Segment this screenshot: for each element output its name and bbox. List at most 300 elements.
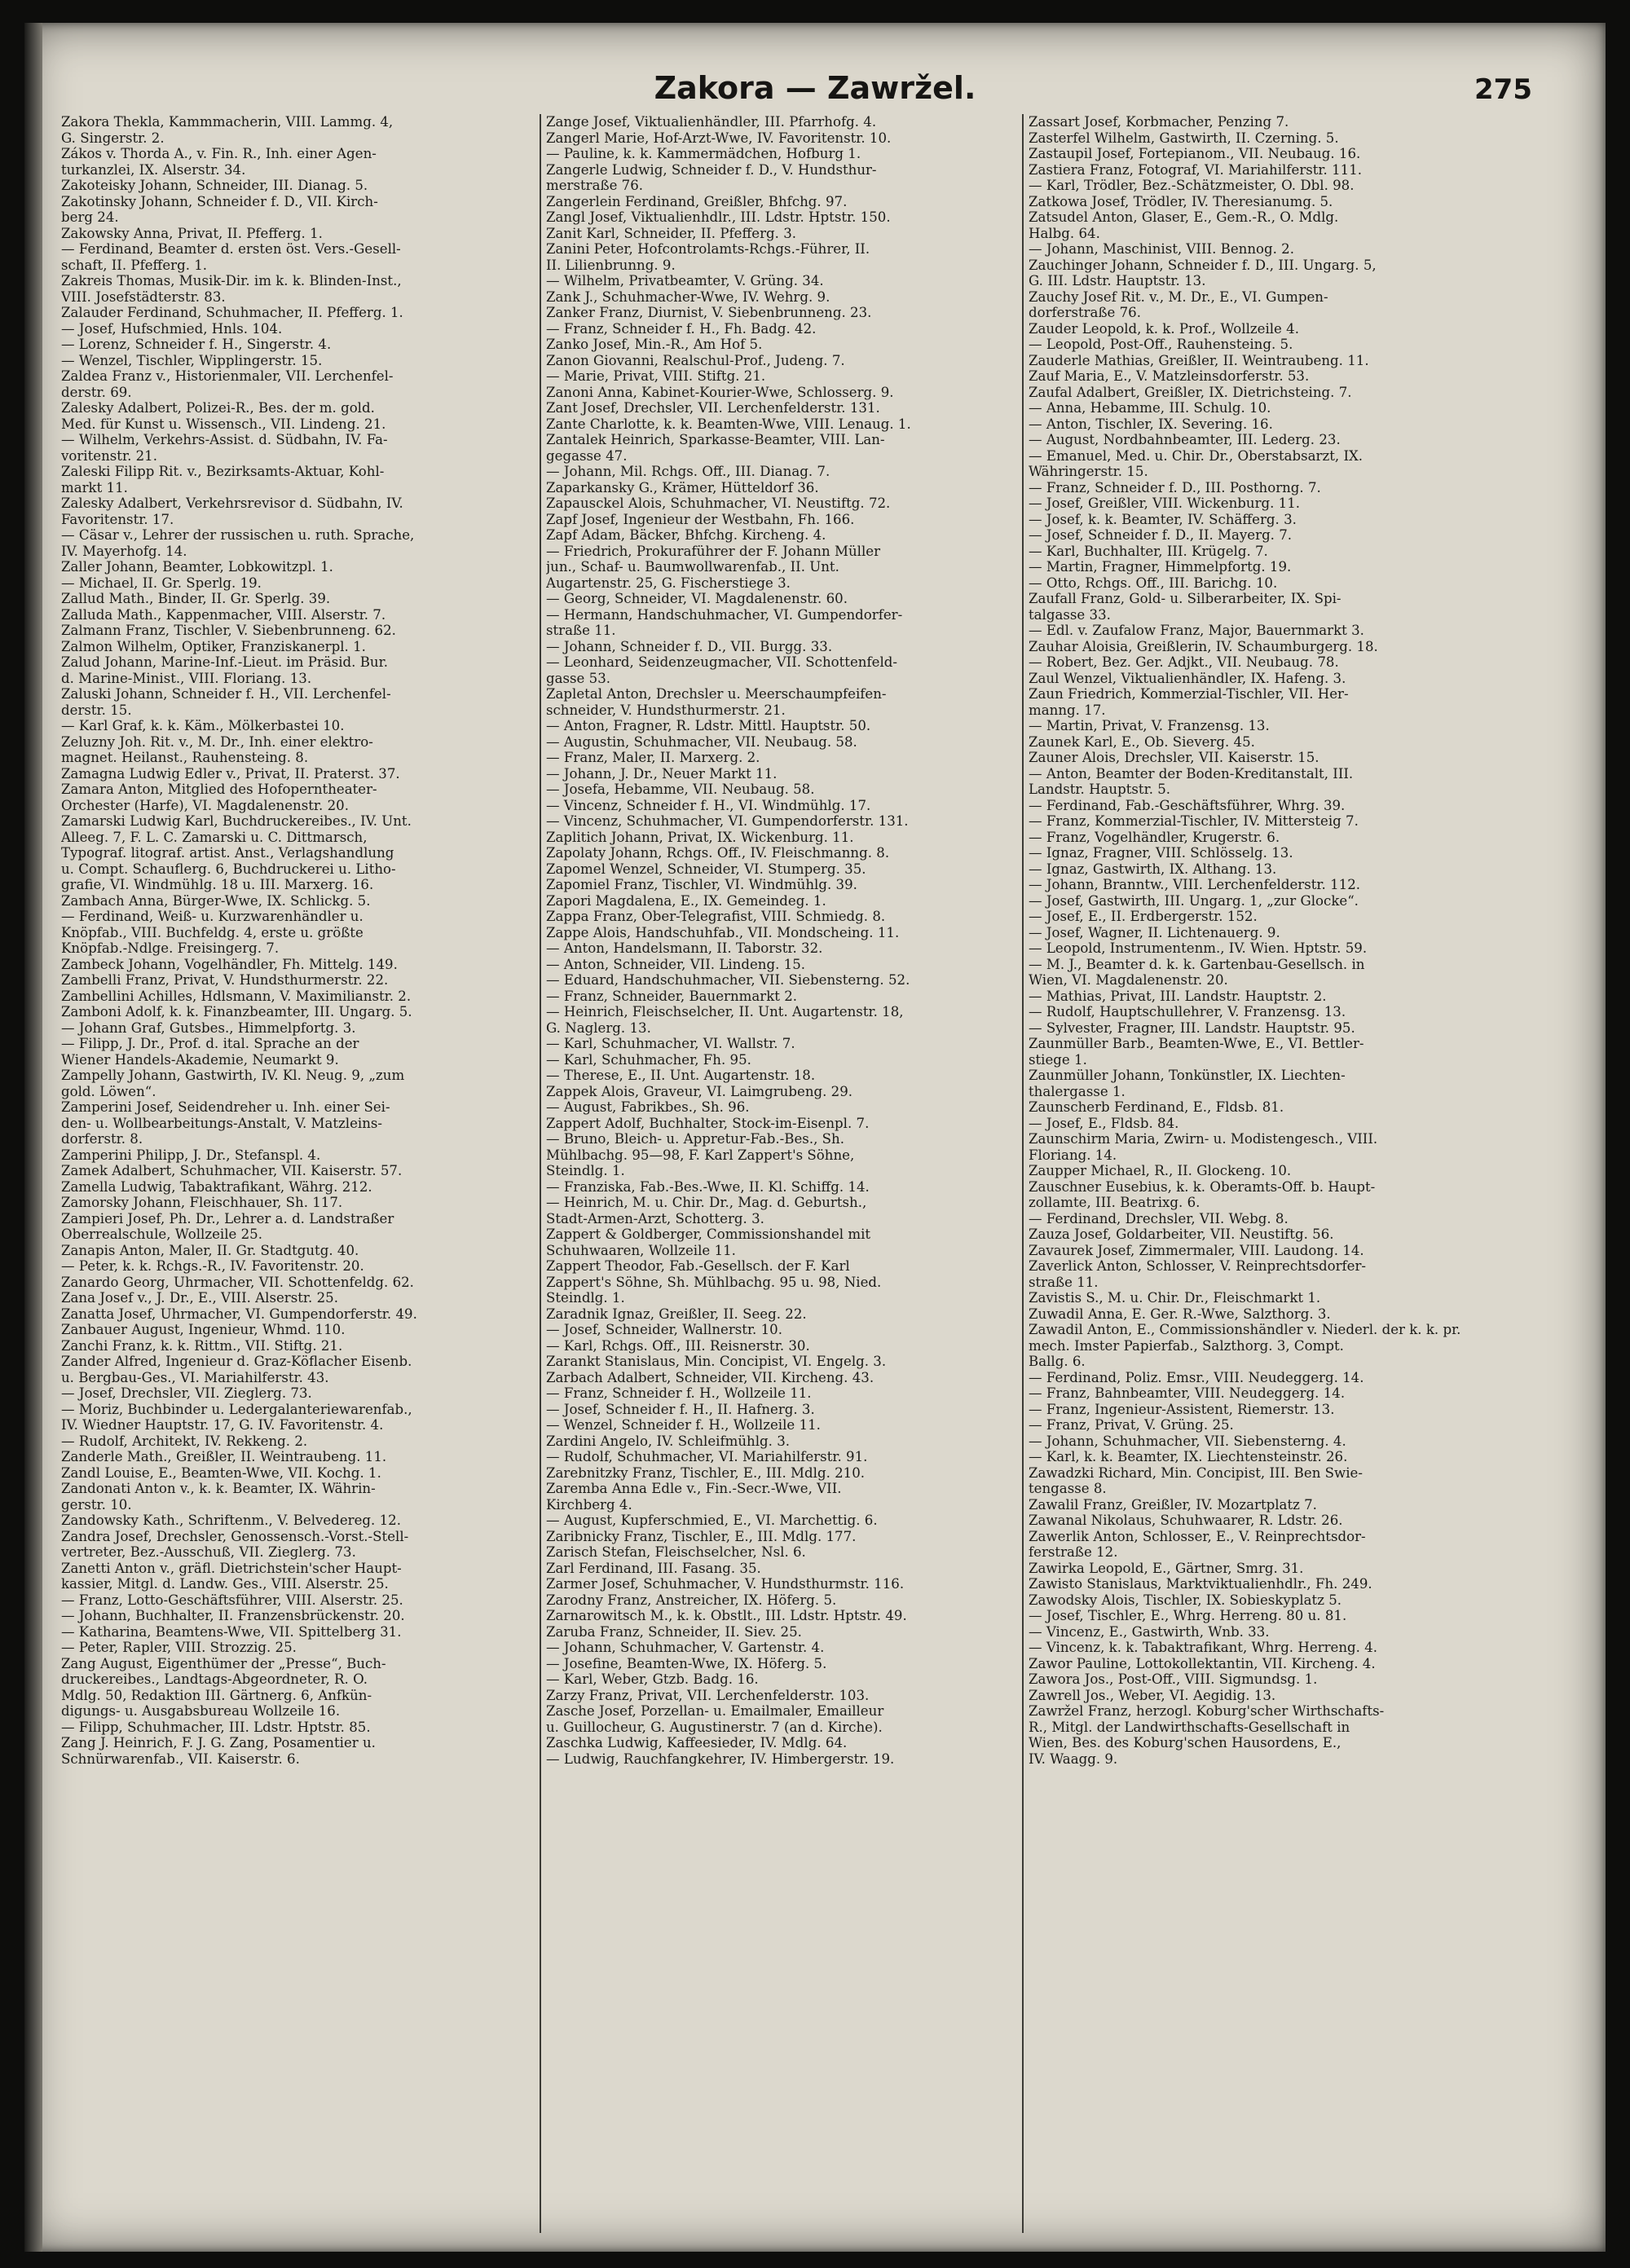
directory-entry-line: Zappert & Goldberger, Commissionshandel mit (546, 1226, 871, 1242)
directory-entry-line: Währingerstr. 15. (1029, 464, 1148, 479)
directory-entry-line: Zamboni Adolf, k. k. Finanzbeamter, III. Ungarg. 5. (61, 1004, 412, 1019)
directory-entry-line: Zauchy Josef Rit. v., M. Dr., E., VI. Gumpen- (1029, 288, 1328, 305)
directory-entry-line: straße 11. (1029, 1274, 1099, 1290)
directory-entry-line: Oberrealschule, Wollzeile 25. (61, 1226, 262, 1242)
directory-entry-line: manng. 17. (1029, 702, 1106, 718)
directory-entry-line: Zapomiel Franz, Tischler, VI. Windmühlg. 39. (546, 877, 857, 892)
directory-entry-line: — Leopold, Post-Off., Rauhensteing. 5. (1029, 337, 1293, 352)
directory-entry-line: Zauza Josef, Goldarbeiter, VII. Neustiftg. 56. (1029, 1226, 1334, 1242)
directory-entry-line: talgasse 33. (1029, 606, 1111, 623)
directory-entry-line: Zaverlick Anton, Schlosser, V. Reinprechtsdorfer- (1029, 1258, 1367, 1274)
directory-entry-line: Zawadzki Richard, Min. Concipist, III. Ben Swie- (1029, 1464, 1363, 1481)
directory-entry-line: Knöpfab., VIII. Buchfeldg. 4, erste u. größte (61, 924, 363, 940)
directory-entry-line: — Johann, Schuhmacher, VII. Siebensterng. 4. (1029, 1433, 1346, 1449)
directory-entry-line: Zauchinger Johann, Schneider f. D., III. Ungarg. 5, (1029, 257, 1377, 273)
directory-entry-line: — Franz, Schneider, Bauernmarkt 2. (546, 988, 798, 1004)
directory-entry-line: Zangerl Marie, Hof-Arzt-Wwe, IV. Favoritenstr. 10. (546, 130, 892, 146)
directory-entry-line: Kirchberg 4. (546, 1496, 632, 1513)
directory-entry-line: Zapolaty Johann, Rchgs. Off., IV. Fleischmanng. 8. (546, 845, 890, 861)
directory-entry-line: Zarodny Franz, Anstreicher, IX. Höferg. 5. (546, 1592, 837, 1608)
directory-entry-line: — Josef, E., II. Erdbergerstr. 152. (1029, 909, 1258, 924)
directory-entry-line: Zapf Josef, Ingenieur der Westbahn, Fh. 166. (546, 511, 855, 527)
directory-entry-line: den- u. Wollbearbeitungs-Anstalt, V. Matzleins- (61, 1115, 383, 1131)
directory-entry-line: — Wilhelm, Privatbeamter, V. Grüng. 34. (546, 273, 824, 288)
directory-entry-line: — Karl Graf, k. k. Käm., Mölkerbastei 10. (61, 718, 345, 733)
directory-entry-line: VIII. Josefstädterstr. 83. (61, 288, 226, 305)
directory-entry-line: G. Naglerg. 13. (546, 1019, 651, 1036)
directory-entry-line: — Sylvester, Fragner, III. Landstr. Hauptstr. 95. (1029, 1019, 1355, 1036)
directory-entry-line: Zarmer Josef, Schuhmacher, V. Hundsthurmstr. 116. (546, 1576, 905, 1592)
directory-entry-line: u. Bergbau-Ges., VI. Mariahilferstr. 43. (61, 1369, 329, 1385)
directory-entry-line: Zakoteisky Johann, Schneider, III. Dianag. 5. (61, 178, 368, 193)
directory-entry-line: — Marie, Privat, VIII. Stiftg. 21. (546, 368, 766, 384)
directory-entry-line: — Lorenz, Schneider f. H., Singerstr. 4. (61, 337, 332, 352)
directory-entry-line: Zappe Alois, Handschuhfab., VII. Mondscheing. 11. (546, 924, 900, 940)
directory-entry-line: — Josefine, Beamten-Wwe, IX. Höferg. 5. (546, 1655, 827, 1671)
directory-entry-line: Zanardo Georg, Uhrmacher, VII. Schottenfeldg. 62. (61, 1274, 414, 1290)
directory-entry-line: — Karl, Schuhmacher, VI. Wallstr. 7. (546, 1036, 795, 1051)
directory-entry-line: Zallud Math., Binder, II. Gr. Sperlg. 39. (61, 591, 331, 606)
directory-entry-line: — Leopold, Instrumentenm., IV. Wien. Hptstr. 59. (1029, 940, 1368, 956)
directory-entry-line: — Rudolf, Schuhmacher, VI. Mariahilferstr. 91. (546, 1449, 868, 1464)
directory-entry-line: Zauner Alois, Drechsler, VII. Kaiserstr. 15. (1029, 750, 1319, 765)
directory-entry-line: Zaradnik Ignaz, Greißler, II. Seeg. 22. (546, 1306, 807, 1322)
directory-entry-line: Zarankt Stanislaus, Min. Concipist, VI. Engelg. 3. (546, 1354, 887, 1369)
directory-entry-line: Zamperini Philipp, J. Dr., Stefanspl. 4. (61, 1147, 321, 1163)
directory-entry-line: Orchester (Harfe), VI. Magdalenenstr. 20. (61, 797, 349, 813)
directory-entry-line: — Ignaz, Fragner, VIII. Schlösselg. 13. (1029, 845, 1293, 861)
directory-entry-line: Zakora Thekla, Kammmacherin, VIII. Lammg. 4, (61, 114, 394, 130)
directory-entry-line: — Josef, E., Fldsb. 84. (1029, 1115, 1179, 1131)
directory-entry-line: R., Mitgl. der Landwirthschafts-Gesellschaft in (1029, 1719, 1350, 1735)
directory-entry-line: Zarnarowitsch M., k. k. Obstlt., III. Ldstr. Hptstr. 49. (546, 1608, 907, 1623)
directory-entry-line: Zamperini Josef, Seidendreher u. Inh. einer Sei- (61, 1099, 390, 1115)
directory-entry-line: Zaplitich Johann, Privat, IX. Wickenburg. 11. (546, 829, 854, 845)
directory-entry-line: Zangerlein Ferdinand, Greißler, Bhfchg. 97. (546, 193, 848, 209)
directory-entry-line: Stadt-Armen-Arzt, Schotterg. 3. (546, 1210, 764, 1226)
directory-entry-line: Zamagna Ludwig Edler v., Privat, II. Praterst. 37. (61, 765, 400, 782)
directory-entry-line: Zawržel Franz, herzogl. Koburg'scher Wirthschafts- (1029, 1703, 1385, 1719)
directory-entry-line: Zakreis Thomas, Musik-Dir. im k. k. Blinden-Inst., (61, 273, 402, 288)
directory-entry-line: Zalesky Adalbert, Polizei-R., Bes. der m. gold. (61, 400, 375, 416)
directory-entry-line: — Anton, Handelsmann, II. Taborstr. 32. (546, 940, 823, 956)
directory-entry-line: — Josef, Wagner, II. Lichtenauerg. 9. (1029, 924, 1280, 940)
directory-entry-line: Landstr. Hauptstr. 5. (1029, 782, 1171, 797)
directory-entry-line: gerstr. 10. (61, 1496, 132, 1513)
directory-entry-line: — Vincenz, k. k. Tabaktrafikant, Whrg. Herreng. 4. (1029, 1640, 1378, 1655)
directory-entry-line: Zanon Giovanni, Realschul-Prof., Judeng. 7. (546, 352, 845, 368)
directory-entry-line: zollamte, III. Beatrixg. 6. (1029, 1195, 1200, 1210)
directory-entry-line: Zapausckel Alois, Schuhmacher, VI. Neustiftg. 72. (546, 495, 891, 511)
directory-entry-line: Zangerle Ludwig, Schneider f. D., V. Hundsthur- (546, 161, 877, 178)
directory-entry-line: — Ignaz, Gastwirth, IX. Althang. 13. (1029, 861, 1277, 877)
directory-entry-line: Zanker Franz, Diurnist, V. Siebenbrunneng. 23. (546, 305, 872, 320)
directory-entry-line: — Mathias, Privat, III. Landstr. Hauptstr. 2. (1029, 988, 1327, 1004)
directory-entry-line: Zamella Ludwig, Tabaktrafikant, Währg. 212. (61, 1178, 372, 1195)
directory-entry-line: Zange Josef, Viktualienhändler, III. Pfarrhofg. 4. (546, 114, 877, 130)
directory-entry-line: — Franz, Maler, II. Marxerg. 2. (546, 750, 760, 765)
directory-entry-line: Zaribnicky Franz, Tischler, E., III. Mdlg. 177. (546, 1528, 857, 1544)
directory-entry-line: II. Lilienbrunng. 9. (546, 257, 676, 273)
directory-entry-line: Zákos v. Thorda A., v. Fin. R., Inh. einer Agen- (61, 146, 377, 161)
directory-entry-line: — Katharina, Beamtens-Wwe, VII. Spittelberg 31. (61, 1623, 402, 1640)
directory-entry-line: — Emanuel, Med. u. Chir. Dr., Oberstabsarzt, IX. (1029, 447, 1363, 464)
directory-entry-line: Zanapis Anton, Maler, II. Gr. Stadtgutg. 40. (61, 1242, 359, 1258)
directory-entry-line: Zawisto Stanislaus, Marktviktualienhdlr., Fh. 249. (1029, 1576, 1372, 1592)
directory-entry-line: Zanetti Anton v., gräfl. Dietrichstein'scher Haupt- (61, 1560, 402, 1576)
directory-entry-line: Mdlg. 50, Redaktion III. Gärtnerg. 6, Anfkün- (61, 1687, 372, 1703)
directory-column-3 (1029, 114, 1501, 2233)
directory-entry-line: Zanoni Anna, Kabinet-Kourier-Wwe, Schlosserg. 9. (546, 384, 894, 400)
directory-entry-line: — Franz, Privat, V. Grüng. 25. (1029, 1417, 1234, 1433)
directory-entry-line: Zang J. Heinrich, F. J. G. Zang, Posamentier u. (61, 1735, 376, 1751)
directory-entry-line: — Franz, Vogelhändler, Krugerstr. 6. (1029, 829, 1280, 845)
directory-entry-line: — Josef, Schneider f. D., II. Mayerg. 7. (1029, 527, 1293, 543)
directory-entry-line: — Johann, Buchhalter, II. Franzensbrückenstr. 20. (61, 1608, 405, 1623)
directory-entry-line: stiege 1. (1029, 1051, 1087, 1068)
directory-entry-line: — Augustin, Schuhmacher, VII. Neubaug. 58. (546, 733, 857, 750)
directory-entry-line: Zapf Adam, Bäcker, Bhfchg. Kircheng. 4. (546, 527, 826, 543)
directory-entry-line: Zaunschirm Maria, Zwirn- u. Modistengesch., VIII. (1029, 1131, 1378, 1147)
directory-entry-line: Zastaupil Josef, Fortepianom., VII. Neubaug. 16. (1029, 146, 1361, 161)
directory-entry-line: Zauschner Eusebius, k. k. Oberamts-Off. b. Haupt- (1029, 1178, 1376, 1195)
directory-entry-line: — Georg, Schneider, VI. Magdalenenstr. 60. (546, 591, 848, 606)
directory-entry-line: Zaupper Michael, R., II. Glockeng. 10. (1029, 1163, 1292, 1178)
directory-entry-line: Zaparkansky G., Krämer, Hütteldorf 36. (546, 479, 819, 495)
directory-entry-line: G. Singerstr. 2. (61, 130, 165, 146)
directory-entry-line: — Peter, k. k. Rchgs.-R., IV. Favoritenstr. 20. (61, 1258, 364, 1274)
directory-entry-line: Zakowsky Anna, Privat, II. Pfefferg. 1. (61, 225, 323, 241)
directory-entry-line: Zaun Friedrich, Kommerzial-Tischler, VII. Her- (1029, 686, 1349, 702)
directory-entry-line: vertreter, Bez.-Ausschuß, VII. Zieglerg. 73. (61, 1544, 356, 1560)
directory-entry-line: — Johann, Mil. Rchgs. Off., III. Dianag. 7. (546, 464, 830, 479)
directory-entry-line: Zasche Josef, Porzellan- u. Emailmaler, Emailleur (546, 1703, 884, 1719)
directory-entry-line: Zalmon Wilhelm, Optiker, Franziskanerpl. 1. (61, 638, 366, 654)
directory-entry-line: gold. Löwen“. (61, 1083, 156, 1099)
directory-entry-line: — Filipp, Schuhmacher, III. Ldstr. Hptstr. 85. (61, 1719, 371, 1735)
directory-entry-line: — Johann, J. Dr., Neuer Markt 11. (546, 765, 778, 782)
directory-entry-line: Zawadil Anton, E., Commissionshändler v. Niederl. der k. k. pr. (1029, 1322, 1461, 1337)
directory-entry-line: — Eduard, Handschuhmacher, VII. Siebensterng. 52. (546, 972, 910, 988)
directory-entry-line: Zappert's Söhne, Sh. Mühlbachg. 95 u. 98, Nied. (546, 1274, 882, 1290)
directory-entry-line: Zapletal Anton, Drechsler u. Meerschaumpfeifen- (546, 686, 887, 702)
directory-entry-line: Zaunmüller Barb., Beamten-Wwe, E., VI. Bettler- (1029, 1036, 1364, 1051)
directory-entry-line: — Leonhard, Seidenzeugmacher, VII. Schottenfeld- (546, 654, 897, 670)
directory-entry-line: d. Marine-Minist., VIII. Floriang. 13. (61, 670, 312, 686)
directory-entry-line: Zaldea Franz v., Historienmaler, VII. Lerchenfel- (61, 368, 394, 384)
directory-entry-line: Zawalil Franz, Greißler, IV. Mozartplatz 7. (1029, 1496, 1317, 1513)
directory-entry-line: — Johann, Schuhmacher, V. Gartenstr. 4. (546, 1640, 825, 1655)
directory-entry-line: Zanchi Franz, k. k. Rittm., VII. Stiftg. 21. (61, 1337, 343, 1354)
directory-entry-line: — Karl, Rchgs. Off., III. Reisnerstr. 30. (546, 1337, 810, 1354)
directory-entry-line: — Anton, Beamter der Boden-Kreditanstalt, III. (1029, 765, 1354, 782)
directory-entry-line: — Moriz, Buchbinder u. Ledergalanteriewarenfab., (61, 1401, 412, 1417)
directory-entry-line: Zantalek Heinrich, Sparkasse-Beamter, VIII. Lan- (546, 432, 885, 447)
directory-entry-line: — Johann, Maschinist, VIII. Bennog. 2. (1029, 241, 1295, 257)
directory-entry-line: markt 11. (61, 479, 128, 495)
directory-entry-line: magnet. Heilanst., Rauhensteing. 8. (61, 750, 309, 765)
directory-entry-line: Zaufall Franz, Gold- u. Silberarbeiter, IX. Spi- (1029, 591, 1341, 606)
directory-entry-line: Zander Alfred, Ingenieur d. Graz-Köflacher Eisenb. (61, 1354, 412, 1369)
directory-entry-line: Zapori Magdalena, E., IX. Gemeindeg. 1. (546, 892, 826, 909)
directory-entry-line: — Cäsar v., Lehrer der russischen u. ruth. Sprache, (61, 527, 415, 543)
directory-entry-line: Zamara Anton, Mitglied des Hofoperntheater- (61, 782, 377, 797)
directory-entry-line: — Peter, Rapler, VIII. Strozzig. 25. (61, 1640, 297, 1655)
directory-entry-line: Zambach Anna, Bürger-Wwe, IX. Schlickg. 5. (61, 892, 371, 909)
directory-entry-line: Zanit Karl, Schneider, II. Pfefferg. 3. (546, 225, 797, 241)
directory-entry-line: Med. für Kunst u. Wissensch., VII. Lindeng. 21. (61, 416, 386, 432)
directory-entry-line: — Johann, Schneider f. D., VII. Burgg. 33. (546, 638, 833, 654)
directory-entry-line: — Wilhelm, Verkehrs-Assist. d. Südbahn, IV. Fa- (61, 432, 388, 447)
directory-entry-line: Zampelly Johann, Gastwirth, IV. Kl. Neug. 9, „zum (61, 1068, 405, 1083)
directory-entry-line: — Heinrich, M. u. Chir. Dr., Mag. d. Geburtsh., (546, 1195, 867, 1210)
directory-entry-line: digungs- u. Ausgabsbureau Wollzeile 16. (61, 1703, 341, 1719)
directory-entry-line: Zawodsky Alois, Tischler, IX. Sobieskyplatz 5. (1029, 1592, 1342, 1608)
directory-entry-line: Zatkowa Josef, Trödler, IV. Theresianumg. 5. (1029, 193, 1333, 209)
directory-entry-line: Zaunmüller Johann, Tonkünstler, IX. Liechten- (1029, 1068, 1346, 1083)
directory-entry-line: Zasterfel Wilhelm, Gastwirth, II. Czerning. 5. (1029, 130, 1339, 146)
directory-entry-line: — Franz, Lotto-Geschäftsführer, VIII. Alserstr. 25. (61, 1592, 403, 1608)
directory-entry-line: — Josef, Gastwirth, III. Ungarg. 1, „zur Glocke“. (1029, 892, 1359, 909)
directory-entry-line: Zalluda Math., Kappenmacher, VIII. Alserstr. 7. (61, 606, 386, 623)
directory-entry-line: — Otto, Rchgs. Off., III. Barichg. 10. (1029, 575, 1278, 591)
directory-entry-line: — Edl. v. Zaufalow Franz, Major, Bauernmarkt 3. (1029, 623, 1364, 638)
directory-entry-line: — Michael, II. Gr. Sperlg. 19. (61, 575, 262, 591)
directory-entry-line: turkanzlei, IX. Alserstr. 34. (61, 161, 246, 178)
directory-entry-line: — Hermann, Handschuhmacher, VI. Gumpendorfer- (546, 606, 903, 623)
directory-entry-line: Augartenstr. 25, G. Fischerstiege 3. (546, 575, 791, 591)
directory-entry-line: Zauder Leopold, k. k. Prof., Wollzeile 4. (1029, 320, 1299, 337)
directory-entry-line: Zaul Wenzel, Viktualienhändler, IX. Hafeng. 3. (1029, 670, 1346, 686)
directory-entry-line: Zarisch Stefan, Fleischselcher, Nsl. 6. (546, 1544, 806, 1560)
directory-entry-line: merstraße 76. (546, 178, 644, 193)
directory-entry-line: Zambellini Achilles, Hdlsmann, V. Maximilianstr. 2. (61, 988, 412, 1004)
directory-entry-line: Zaschka Ludwig, Kaffeesieder, IV. Mdlg. 64. (546, 1735, 848, 1751)
directory-entry-line: Zalesky Adalbert, Verkehrsrevisor d. Südbahn, IV. (61, 495, 403, 511)
directory-entry-line: Zant Josef, Drechsler, VII. Lerchenfelderstr. 131. (546, 400, 880, 416)
directory-entry-line: Zapomel Wenzel, Schneider, VI. Stumperg. 35. (546, 861, 866, 877)
directory-entry-line: Zappert Theodor, Fab.-Gesellsch. der F. Karl (546, 1258, 850, 1274)
directory-entry-line: schaft, II. Pfefferg. 1. (61, 257, 208, 273)
directory-entry-line: Zanko Josef, Min.-R., Am Hof 5. (546, 337, 763, 352)
directory-entry-line: — Johann Graf, Gutsbes., Himmelpfortg. 3. (61, 1019, 356, 1036)
directory-entry-line: — Pauline, k. k. Kammermädchen, Hofburg 1. (546, 146, 861, 161)
directory-entry-line: Wien, VI. Magdalenenstr. 20. (1029, 972, 1228, 988)
directory-entry-line: — Josef, Hufschmied, Hnls. 104. (61, 320, 283, 337)
directory-entry-line: — Rudolf, Hauptschullehrer, V. Franzensg. 13. (1029, 1004, 1346, 1019)
directory-entry-line: IV. Wiedner Hauptstr. 17, G. IV. Favoritenstr. 4. (61, 1417, 384, 1433)
directory-entry-line: — Vincenz, E., Gastwirth, Wnb. 33. (1029, 1623, 1270, 1640)
directory-entry-line: Zavistis S., M. u. Chir. Dr., Fleischmarkt 1. (1029, 1290, 1321, 1306)
directory-entry-line: — Therese, E., II. Unt. Augartenstr. 18. (546, 1068, 816, 1083)
directory-entry-line: — Anton, Schneider, VII. Lindeng. 15. (546, 956, 806, 972)
directory-entry-line: Zakotinsky Johann, Schneider f. D., VII. Kirch- (61, 193, 378, 209)
directory-entry-line: G. III. Ldstr. Hauptstr. 13. (1029, 273, 1206, 288)
directory-entry-line: — Anton, Tischler, IX. Severing. 16. (1029, 416, 1273, 432)
directory-entry-line: Wien, Bes. des Koburg'schen Hausordens, E., (1029, 1735, 1341, 1751)
directory-entry-line: Zandra Josef, Drechsler, Genossensch.-Vorst.-Stell- (61, 1528, 409, 1544)
directory-entry-line: — Ferdinand, Poliz. Emsr., VIII. Neudeggerg. 14. (1029, 1369, 1364, 1385)
directory-entry-line: Knöpfab.-Ndlge. Freisingerg. 7. (61, 940, 280, 956)
directory-entry-line: — Wenzel, Tischler, Wipplingerstr. 15. (61, 352, 323, 368)
directory-entry-line: Zauf Maria, E., V. Matzleinsdorferstr. 53. (1029, 368, 1310, 384)
directory-entry-line: — Franz, Schneider f. H., Fh. Badg. 42. (546, 320, 817, 337)
directory-entry-line: druckereibes., Landtags-Abgeordneter, R. O. (61, 1671, 368, 1687)
directory-entry-line: Zante Charlotte, k. k. Beamten-Wwe, VIII. Lenaug. 1. (546, 416, 911, 432)
directory-entry-line: u. Compt. Schauflerg. 6, Buchdruckerei u. Litho- (61, 861, 396, 877)
directory-entry-line: Zaufal Adalbert, Greißler, IX. Dietrichsteing. 7. (1029, 384, 1352, 400)
directory-entry-line: Zarebnitzky Franz, Tischler, E., III. Mdlg. 210. (546, 1464, 866, 1481)
directory-entry-line: Zuwadil Anna, E. Ger. R.-Wwe, Salzthorg. 3. (1029, 1306, 1331, 1322)
directory-entry-line: Zawirka Leopold, E., Gärtner, Smrg. 31. (1029, 1560, 1304, 1576)
directory-entry-line: — Ferdinand, Fab.-Geschäftsführer, Whrg. 39. (1029, 797, 1346, 813)
directory-entry-line: — Franz, Schneider f. D., III. Posthorng. 7. (1029, 479, 1321, 495)
directory-entry-line: Zaunek Karl, E., Ob. Sieverg. 45. (1029, 733, 1255, 750)
directory-entry-line: Zappa Franz, Ober-Telegrafist, VIII. Schmiedg. 8. (546, 909, 886, 924)
directory-entry-line: derstr. 69. (61, 384, 132, 400)
directory-entry-line: — Josef, Schneider f. H., II. Hafnerg. 3. (546, 1401, 815, 1417)
directory-entry-line: — Ludwig, Rauchfangkehrer, IV. Himbergerstr. 19. (546, 1751, 895, 1767)
directory-entry-line: ferstraße 12. (1029, 1544, 1118, 1560)
directory-entry-line: dorferstr. 8. (61, 1131, 143, 1147)
directory-entry-line: Zanbauer August, Ingenieur, Whmd. 110. (61, 1322, 346, 1337)
directory-entry-line: Schuhwaaren, Wollzeile 11. (546, 1242, 736, 1258)
directory-entry-line: Zatsudel Anton, Glaser, E., Gem.-R., O. Mdlg. (1029, 209, 1339, 225)
directory-entry-line: dorferstraße 76. (1029, 305, 1142, 320)
directory-entry-line: Zauderle Mathias, Greißler, II. Weintraubeng. 11. (1029, 352, 1369, 368)
directory-entry-line: — Karl, Weber, Gtzb. Badg. 16. (546, 1671, 759, 1687)
directory-entry-line: Zaluski Johann, Schneider f. H., VII. Lerchenfel- (61, 686, 391, 702)
directory-entry-line: Zaremba Anna Edle v., Fin.-Secr.-Wwe, VII. (546, 1481, 842, 1496)
directory-entry-line: Halbg. 64. (1029, 225, 1100, 241)
column-divider (540, 114, 541, 2233)
directory-entry-line: IV. Mayerhofg. 14. (61, 543, 187, 559)
directory-entry-line: — Franz, Kommerzial-Tischler, IV. Mittersteig 7. (1029, 813, 1359, 829)
directory-entry-line: Zandonati Anton v., k. k. Beamter, IX. Währin- (61, 1481, 376, 1496)
directory-entry-line: Mühlbachg. 95—98, F. Karl Zappert's Söhne, (546, 1147, 855, 1163)
directory-entry-line: Favoritenstr. 17. (61, 511, 174, 527)
directory-entry-line: Zanatta Josef, Uhrmacher, VI. Gumpendorferstr. 49. (61, 1306, 417, 1322)
page-binding-edge (24, 23, 42, 2252)
directory-entry-line: — Martin, Privat, V. Franzensg. 13. (1029, 718, 1270, 733)
directory-entry-line: — Martin, Fragner, Himmelpfortg. 19. (1029, 559, 1292, 575)
directory-entry-line: — Filipp, J. Dr., Prof. d. ital. Sprache an der (61, 1036, 359, 1051)
directory-entry-line: — Franziska, Fab.-Bes.-Wwe, II. Kl. Schiffg. 14. (546, 1178, 870, 1195)
directory-entry-line: Alleeg. 7, F. L. C. Zamarski u. C. Dittmarsch, (61, 829, 368, 845)
directory-entry-line: Zassart Josef, Korbmacher, Penzing 7. (1029, 114, 1289, 130)
directory-entry-line: — Anton, Fragner, R. Ldstr. Mittl. Hauptstr. 50. (546, 718, 871, 733)
directory-entry-line: Zeluzny Joh. Rit. v., M. Dr., Inh. einer elektro- (61, 733, 373, 750)
directory-entry-line: — Ferdinand, Beamter d. ersten öst. Vers.-Gesell- (61, 241, 401, 257)
directory-entry-line: schneider, V. Hundsthurmerstr. 21. (546, 702, 786, 718)
directory-entry-line: Zarbach Adalbert, Schneider, VII. Kircheng. 43. (546, 1369, 874, 1385)
directory-entry-line: Zarl Ferdinand, III. Fasang. 35. (546, 1560, 761, 1576)
directory-entry-line: derstr. 15. (61, 702, 132, 718)
directory-entry-line: — Franz, Ingenieur-Assistent, Riemerstr. 13. (1029, 1401, 1335, 1417)
directory-entry-line: Zaruba Franz, Schneider, II. Siev. 25. (546, 1623, 802, 1640)
directory-entry-line: Zarzy Franz, Privat, VII. Lerchenfelderstr. 103. (546, 1687, 870, 1703)
directory-entry-line: Zang August, Eigenthümer der „Presse“, Buch- (61, 1655, 386, 1671)
directory-entry-line: Zamorsky Johann, Fleischhauer, Sh. 117. (61, 1195, 343, 1210)
directory-entry-line: Zana Josef v., J. Dr., E., VIII. Alserstr. 25. (61, 1290, 338, 1306)
directory-entry-line: IV. Waagg. 9. (1029, 1751, 1118, 1767)
directory-entry-line: — Wenzel, Schneider f. H., Wollzeile 11. (546, 1417, 821, 1433)
directory-entry-line: — Rudolf, Architekt, IV. Rekkeng. 2. (61, 1433, 308, 1449)
directory-entry-line: Zanini Peter, Hofcontrolamts-Rchgs.-Führer, II. (546, 241, 870, 257)
directory-entry-line: Zappek Alois, Graveur, VI. Laimgrubeng. 29. (546, 1083, 853, 1099)
directory-entry-line: — Franz, Schneider f. H., Wollzeile 11. (546, 1385, 812, 1401)
directory-entry-line: Steindlg. 1. (546, 1163, 625, 1178)
directory-entry-line: Zalud Johann, Marine-Inf.-Lieut. im Präsid. Bur. (61, 654, 388, 670)
directory-entry-line: Zaunscherb Ferdinand, E., Fldsb. 81. (1029, 1099, 1284, 1115)
directory-entry-line: — Vincenz, Schneider f. H., VI. Windmühlg. 17. (546, 797, 871, 813)
directory-entry-line: — Josef, Drechsler, VII. Zieglerg. 73. (61, 1385, 312, 1401)
directory-entry-line: — Karl, Buchhalter, III. Krügelg. 7. (1029, 543, 1268, 559)
directory-entry-line: — August, Kupferschmied, E., VI. Marchettig. 6. (546, 1513, 878, 1528)
directory-entry-line: Typograf. litograf. artist. Anst., Verlagshandlung (61, 845, 394, 861)
directory-entry-line: straße 11. (546, 623, 616, 638)
directory-entry-line: Zandowsky Kath., Schriftenm., V. Belvedereg. 12. (61, 1513, 401, 1528)
directory-entry-line: Zalauder Ferdinand, Schuhmacher, II. Pfefferg. 1. (61, 305, 403, 320)
page-running-head: Zakora — Zawržel. (654, 70, 976, 106)
directory-entry-line: Wiener Handels-Akademie, Neumarkt 9. (61, 1051, 339, 1068)
directory-entry-line: — Ferdinand, Drechsler, VII. Webg. 8. (1029, 1210, 1289, 1226)
directory-entry-line: Zappert Adolf, Buchhalter, Stock-im-Eisenpl. 7. (546, 1115, 870, 1131)
directory-entry-line: gasse 53. (546, 670, 611, 686)
directory-entry-line: Zampieri Josef, Ph. Dr., Lehrer a. d. Landstraßer (61, 1210, 394, 1226)
directory-column-2 (546, 114, 1019, 2233)
directory-entry-line: Zawerlik Anton, Schlosser, E., V. Reinprechtsdor- (1029, 1528, 1366, 1544)
page-number: 275 (1474, 73, 1532, 106)
directory-entry-line: Zamarski Ludwig Karl, Buchdruckereibes., IV. Unt. (61, 813, 412, 829)
directory-column-1 (61, 114, 534, 2233)
directory-entry-line: — Karl, k. k. Beamter, IX. Liechtensteinstr. 26. (1029, 1449, 1348, 1464)
directory-entry-line: — Johann, Branntw., VIII. Lerchenfelderstr. 112. (1029, 877, 1361, 892)
directory-entry-line: — Josef, Schneider, Wallnerstr. 10. (546, 1322, 782, 1337)
directory-entry-line: — Josef, Greißler, VIII. Wickenburg. 11. (1029, 495, 1301, 511)
directory-entry-line: — Friedrich, Prokuraführer der F. Johann Müller (546, 543, 881, 559)
directory-entry-line: Zawrell Jos., Weber, VI. Aegidig. 13. (1029, 1687, 1276, 1703)
directory-entry-line: Zauhar Aloisia, Greißlerin, IV. Schaumburgerg. 18. (1029, 638, 1378, 654)
directory-entry-line: Zaleski Filipp Rit. v., Bezirksamts-Aktuar, Kohl- (61, 464, 385, 479)
directory-entry-line: — Bruno, Bleich- u. Appretur-Fab.-Bes., Sh. (546, 1131, 844, 1147)
directory-entry-line: Zardini Angelo, IV. Schleifmühlg. 3. (546, 1433, 791, 1449)
directory-entry-line: Zank J., Schuhmacher-Wwe, IV. Wehrg. 9. (546, 288, 830, 305)
directory-entry-line: — August, Nordbahnbeamter, III. Lederg. 23. (1029, 432, 1341, 447)
directory-entry-line: thalergasse 1. (1029, 1083, 1126, 1099)
directory-entry-line: Ballg. 6. (1029, 1354, 1086, 1369)
directory-entry-line: Zawor Pauline, Lottokollektantin, VII. Kircheng. 4. (1029, 1655, 1376, 1671)
directory-entry-line: Zambeck Johann, Vogelhändler, Fh. Mittelg. 149. (61, 956, 398, 972)
directory-entry-line: — Anna, Hebamme, III. Schulg. 10. (1029, 400, 1271, 416)
directory-entry-line: — Franz, Bahnbeamter, VIII. Neudeggerg. 14. (1029, 1385, 1346, 1401)
directory-entry-line: Zambelli Franz, Privat, V. Hundsthurmerstr. 22. (61, 972, 389, 988)
directory-entry-line: — August, Fabrikbes., Sh. 96. (546, 1099, 750, 1115)
directory-entry-line: Zalmann Franz, Tischler, V. Siebenbrunneng. 62. (61, 623, 396, 638)
directory-entry-line: Zastiera Franz, Fotograf, VI. Mariahilferstr. 111. (1029, 161, 1363, 178)
directory-entry-line: — Heinrich, Fleischselcher, II. Unt. Augartenstr. 18, (546, 1004, 904, 1019)
directory-entry-line: Zanderle Math., Greißler, II. Weintraubeng. 11. (61, 1449, 387, 1464)
directory-entry-line: mech. Imster Papierfab., Salzthorg. 3, Compt. (1029, 1337, 1344, 1354)
directory-entry-line: kassier, Mitgl. d. Landw. Ges., VIII. Alserstr. 25. (61, 1576, 389, 1592)
directory-entry-line: Schnürwarenfab., VII. Kaiserstr. 6. (61, 1751, 300, 1767)
directory-entry-line: Zawora Jos., Post-Off., VIII. Sigmundsg. 1. (1029, 1671, 1318, 1687)
directory-entry-line: Zawanal Nikolaus, Schuhwaarer, R. Ldstr. 26. (1029, 1513, 1343, 1528)
directory-entry-line: Zavaurek Josef, Zimmermaler, VIII. Laudong. 14. (1029, 1242, 1364, 1258)
directory-entry-line: — M. J., Beamter d. k. k. Gartenbau-Gesellsch. in (1029, 956, 1365, 972)
directory-entry-line: — Josef, k. k. Beamter, IV. Schäfferg. 3. (1029, 511, 1297, 527)
column-divider (1022, 114, 1024, 2233)
